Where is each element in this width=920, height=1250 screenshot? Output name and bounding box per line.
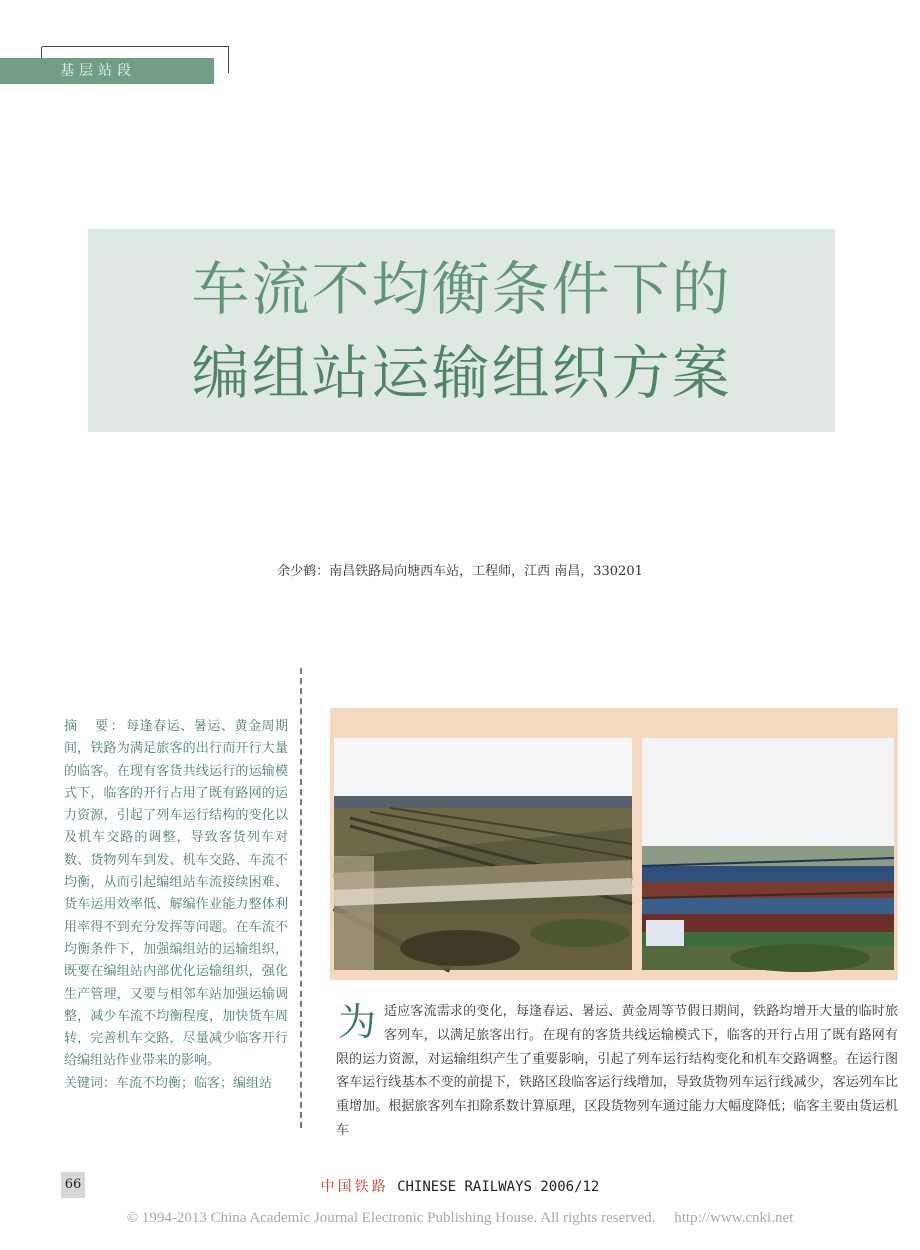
author-affiliation: 余少鹤：南昌铁路局向塘西车站，工程师，江西 南昌，330201 <box>277 564 643 579</box>
drop-cap: 为 <box>338 1000 377 1044</box>
abstract-block <box>64 716 288 1095</box>
abstract-label: 摘 要： <box>64 719 127 734</box>
keywords-label: 关键词： <box>64 1075 117 1091</box>
photo-railway-yard <box>330 708 898 980</box>
section-tab: 基层站段 <box>0 58 214 84</box>
article-title-line-1: 车流不均衡条件下的 <box>191 254 732 323</box>
left-photo <box>334 738 632 970</box>
railway-yard-illustration <box>330 708 898 980</box>
page-number: 66 <box>61 1172 85 1198</box>
journal-footer <box>0 1176 920 1196</box>
body-text: 适应客流需求的变化，每逢春运、暑运、黄金周等节假日期间，铁路均增开大量的临时旅客列车，以满足旅客出行。在现有的客货共线运输模式下，临客的开行占用了既有路网有限的运力资源，对运输组织产生了重要影响，引起了列车运行结构变化和机车交路调整。在运行图客车运行线基本不变的前提下，铁路区段临客运行线增加，导致货物列车运行线减少，客运列车比重增加。根据旅客列车扣除系数计算原理，区段货物列车通过能力大幅度降低；临客主要由货运机车 <box>336 1004 898 1138</box>
body-paragraph <box>336 1000 898 1143</box>
copyright-notice: © 1994-2013 China Academic Journal Electronic Publishing House. All rights reserved. http://www.cnki.net <box>126 1210 794 1226</box>
article-title-line-2: 编组站运输组织方案 <box>191 338 732 407</box>
keywords-text: 车流不均衡；临客；编组站 <box>116 1075 273 1091</box>
right-photo <box>642 738 894 972</box>
column-divider <box>300 668 302 1128</box>
journal-name-cn: 中国铁路 <box>320 1179 389 1195</box>
abstract-text: 每逢春运、暑运、黄金周期间，铁路为满足旅客的出行而开行大量的临客。在现有客货共线运行的运输模式下，临客的开行占用了既有路网的运力资源，引起了列车运行结构的变化以及机车交路的调整，导致客货列车对数、货物列车到发、机车交路、车流不均衡，从而引起编组站车流接续困难、货车运用效率低、解编作业能力整体利用率得不到充分发挥等问题。在车流不均衡条件下，加强编组站的运输组织，既要在编组站内部优化运输组织，强化生产管理，又要与相邻车站加强运输调整，减少车流不均衡程度，加快货车周转，完善机车交路，尽量减少临客开行给编组站作业带来的影响。 <box>64 719 288 1069</box>
journal-name-en: CHINESE RAILWAYS 2006/12 <box>397 1179 600 1195</box>
title-box <box>88 229 835 432</box>
